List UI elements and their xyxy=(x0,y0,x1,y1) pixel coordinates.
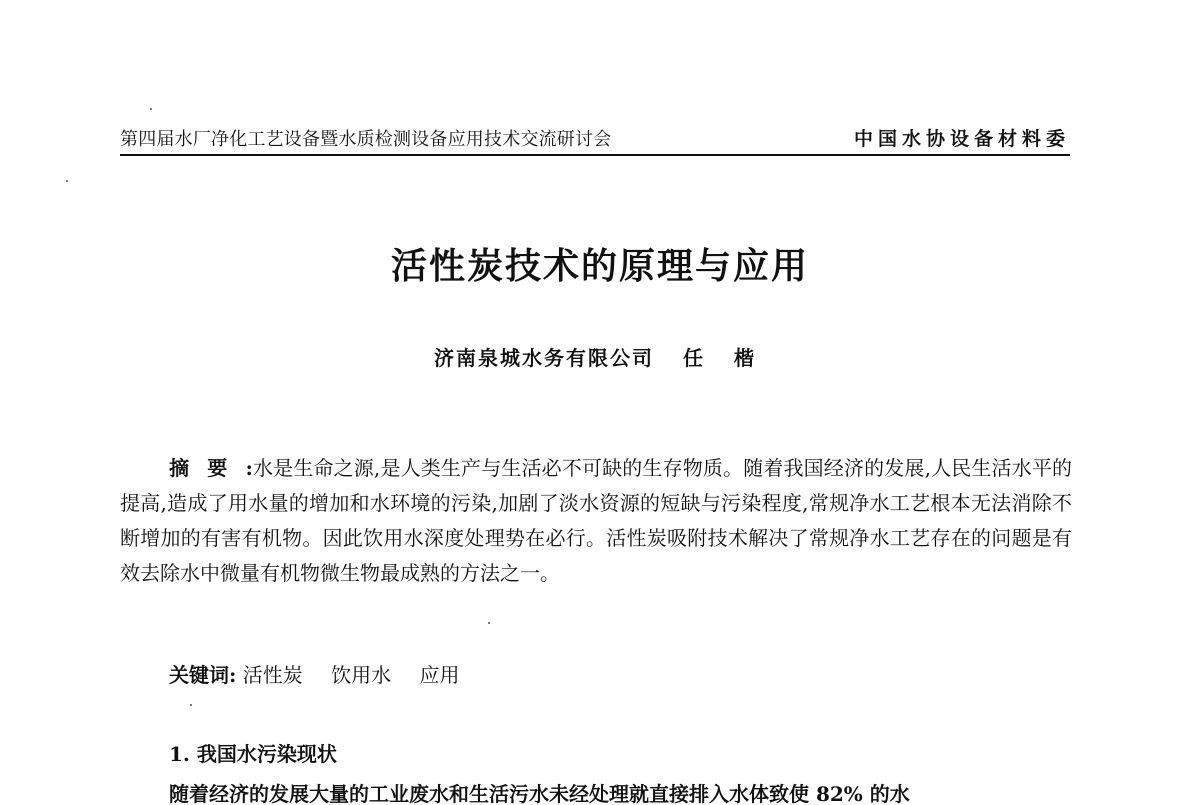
abstract-text: 水是生命之源,是人类生产与生活必不可缺的生存物质。随着我国经济的发展,人民生活水平的提高,造成了用水量的增加和水环境的污染,加剧了淡水资源的短缺与污染程度,常规净水工艺根本无法消除不断增加的有害有机物。因此饮用水深度处理势在必行。活性炭吸附技术解决了常规净水工艺存在的问题是有效去除水中微量有机物微生物最成熟的方法之一。 xyxy=(120,456,1073,585)
abstract-colon: : xyxy=(245,456,253,480)
keywords-label: 关键词: xyxy=(169,663,237,687)
author-affiliation: 济南泉城水务有限公司 xyxy=(434,346,655,370)
keyword-item: 活性炭 xyxy=(242,663,303,687)
paper-title: 活性炭技术的原理与应用 xyxy=(390,245,809,287)
scan-speck xyxy=(488,622,490,624)
scan-speck xyxy=(190,704,192,706)
keyword-item: 应用 xyxy=(419,663,460,687)
author-name: 任 楷 xyxy=(683,346,766,370)
scan-speck xyxy=(150,108,152,110)
section-body-text: 随着经济的发展大量的工业废水和生活污水未经处理就直接排入水体致使 82% 的水 xyxy=(169,782,910,805)
abstract-label: 摘要 xyxy=(169,456,246,480)
running-header xyxy=(120,128,1070,156)
abstract-paragraph xyxy=(120,451,1072,591)
section-heading: 1. 我国水污染现状 xyxy=(169,742,337,766)
keyword-item: 饮用水 xyxy=(331,663,392,687)
scan-speck xyxy=(66,180,68,182)
byline xyxy=(0,342,1200,371)
keywords-line xyxy=(169,659,481,688)
header-conference-name: 第四届水厂净化工艺设备暨水质检测设备应用技术交流研讨会 xyxy=(120,129,612,150)
header-committee-name: 中国水协设备材料委 xyxy=(853,128,1070,150)
